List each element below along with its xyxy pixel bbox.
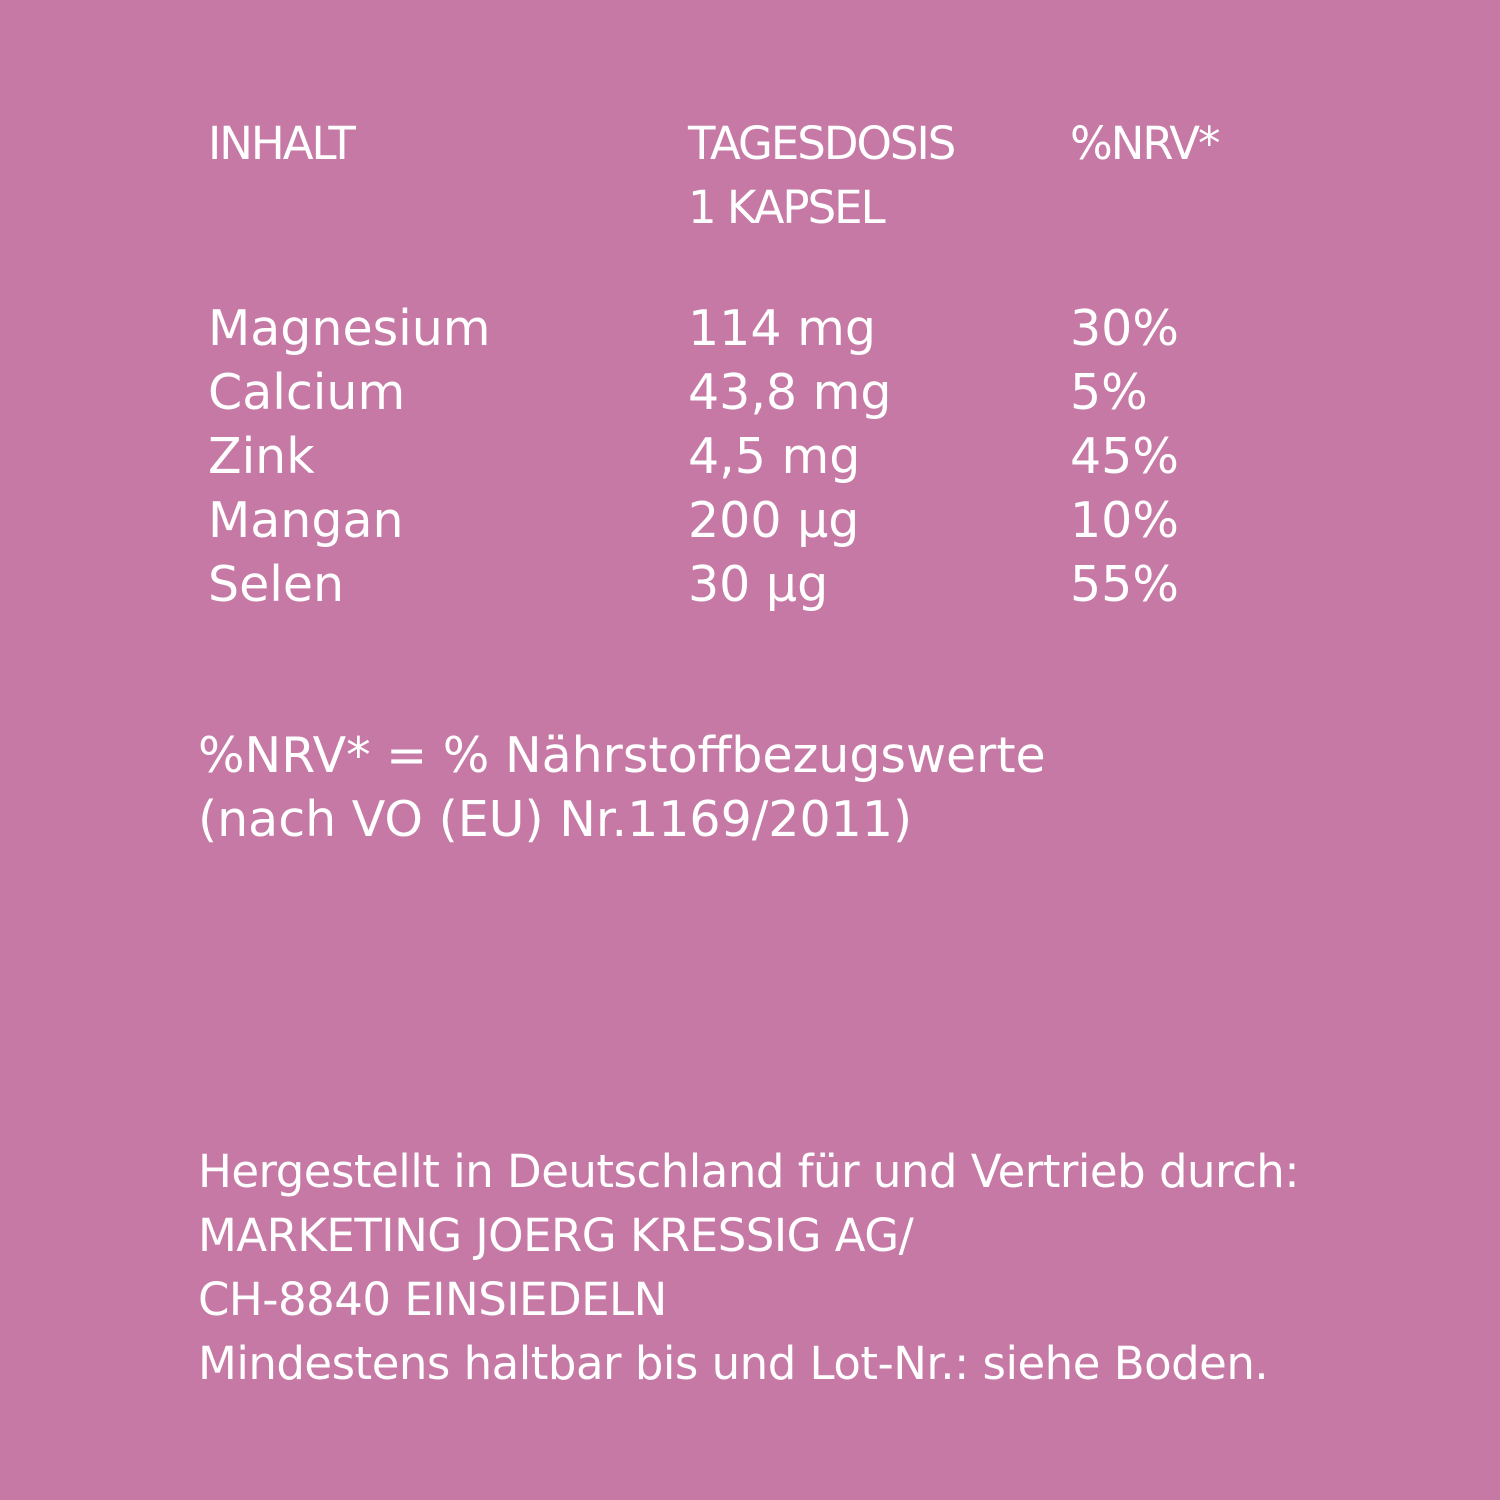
table-row — [0, 425, 1500, 489]
nutrient-name: Magnesium — [208, 300, 491, 357]
manufacturer-origin: Hergestellt in Deutschland für und Vertrieb durch: — [198, 1145, 1299, 1198]
nutrient-table — [0, 297, 1500, 617]
nrv-definition: %NRV* = % Nährstoffbezugswerte — [198, 727, 1046, 784]
nutrient-name: Mangan — [208, 492, 404, 549]
table-row — [0, 553, 1500, 617]
table-row — [0, 297, 1500, 361]
nutrient-nrv: 30% — [1070, 300, 1179, 357]
nutrient-dose: 114 mg — [688, 300, 876, 357]
nutrient-dose: 30 μg — [688, 556, 829, 613]
company-address: CH-8840 EINSIEDELN — [198, 1273, 667, 1326]
header-tagesdosis — [688, 112, 954, 240]
nutrient-nrv: 5% — [1070, 364, 1148, 421]
header-tagesdosis-label: TAGESDOSIS — [688, 117, 955, 170]
header-kapsel-label: 1 KAPSEL — [688, 181, 884, 234]
best-before-note: Mindestens haltbar bis und Lot-Nr.: siehe Boden. — [198, 1337, 1269, 1390]
nutrient-name: Zink — [208, 428, 315, 485]
company-name: MARKETING JOERG KRESSIG AG/ — [198, 1209, 914, 1262]
header-inhalt: INHALT — [208, 117, 354, 170]
table-row — [0, 489, 1500, 553]
header-nrv: %NRV* — [1070, 117, 1219, 170]
nrv-footnote — [198, 724, 1046, 852]
manufacturer-info — [198, 1140, 1299, 1396]
nutrient-nrv: 45% — [1070, 428, 1179, 485]
nutrient-dose: 200 μg — [688, 492, 860, 549]
nutrient-nrv: 55% — [1070, 556, 1179, 613]
nutrient-name: Selen — [208, 556, 345, 613]
nutrient-dose: 43,8 mg — [688, 364, 892, 421]
nutrient-name: Calcium — [208, 364, 406, 421]
regulation-reference: (nach VO (EU) Nr.1169/2011) — [198, 791, 913, 848]
nutrient-nrv: 10% — [1070, 492, 1179, 549]
table-row — [0, 361, 1500, 425]
nutrient-dose: 4,5 mg — [688, 428, 861, 485]
